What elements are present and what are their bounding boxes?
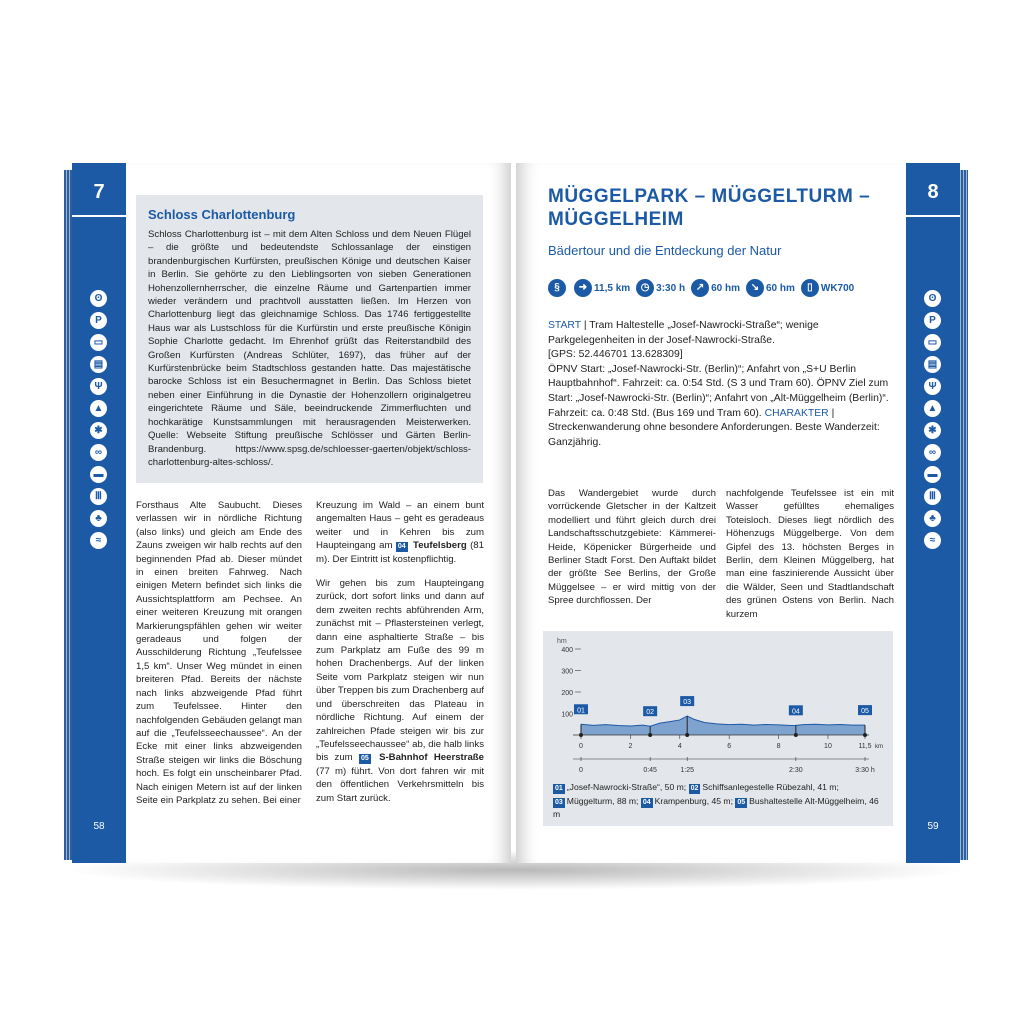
- tree-icon: ♣: [90, 510, 107, 527]
- waypoint-heerstrasse: S-Bahnhof Heerstraße: [379, 752, 484, 764]
- chapter-tab-number: 7: [93, 181, 105, 203]
- waypoint-legend: [553, 781, 883, 822]
- legend-badge-02: 02: [690, 785, 699, 792]
- waypoint-dot-04: [794, 733, 798, 737]
- shoe-icon: §: [548, 279, 566, 297]
- elevation-line: [581, 716, 865, 726]
- restaurant-icon: Ψ: [90, 378, 107, 395]
- time-tick-label: 0: [579, 767, 583, 774]
- page-number-right: 59: [927, 821, 939, 832]
- info-box-title: Schloss Charlottenburg: [148, 207, 296, 222]
- waypoint-label-02: 02: [646, 709, 655, 717]
- tab-divider: [906, 215, 960, 217]
- tour-info: [548, 319, 894, 450]
- chapter-tab-number: 8: [927, 181, 939, 203]
- x-tick-label: 8: [776, 743, 781, 750]
- fact-shoe: [548, 279, 568, 297]
- fact-descent: ↘ 60 hm: [746, 279, 795, 297]
- left-column-1: Forsthaus Alte Saubucht. Dieses verlassen wir in nördliche Richtung (also links) und gleich am Ende des Zauns zweigen wir halb rechts auf den beginnenden Pfad ab. Dieser mündet in einen breiten Fahrweg. Nach einigen Metern befindet sich links die Aussichtsplattform am Pechsee. An einer weiteren Kreuzung mit orangen Markierungspfählen gehen wir weiter geradeaus und folgen der Ausschilderung Richtung „Teufelssee 1,5 km“. Unser Weg mündet in einen breiteren Pfad. Bereits der nächste nach links abzweigende Pfad führt zum Teufelssee. Hinter den nachfolgenden Gebäuden gelangt man auf die „Teufelsseechaussee“. An der Ecke mit einer links abzweigenden Straße steigen wir links die Böschung hoch. Es folgt ein unscheinbarer Pfad. Nach einigen Metern ist auf der linken Seite ein Parkplatz zu sehen. Bei einer: [136, 500, 302, 806]
- mountain-icon: ▲: [90, 400, 107, 417]
- time-tick-label: 1:25: [680, 767, 695, 774]
- legend-text-05: Bushaltestelle Alt-Müggelheim, 46 m: [553, 795, 879, 819]
- distance-icon: ➜: [574, 279, 592, 297]
- ascent-icon: ↗: [691, 279, 709, 297]
- waypoint-label-03: 03: [683, 699, 692, 707]
- waypoint-label-04: 04: [791, 708, 800, 716]
- waypoint-badge-05: 05: [360, 755, 369, 763]
- waypoint-badge-04: 04: [397, 543, 406, 551]
- legend-text-01: „Josef-Nawrocki-Straße“, 50 m;: [566, 782, 687, 792]
- x-tick-label: 10: [824, 743, 832, 750]
- legend-text-02: Schiffsanlegestelle Rübezahl, 41 m;: [702, 782, 839, 792]
- bicycle-icon: ∞: [90, 444, 107, 461]
- info-box: [136, 195, 483, 483]
- restaurant-icon: Ψ: [924, 378, 941, 395]
- snow-icon: ✱: [924, 422, 941, 439]
- y-tick-label: 200: [561, 690, 573, 697]
- col2-text-f: (77 m) führt. Von dort fahren wir mit den öffentlichen Verkehrsmitteln bis zum Start zurück.: [316, 765, 484, 804]
- fact-ascent: ↗ 60 hm: [691, 279, 740, 297]
- right-column-2: nachfolgende Teufelssee ist ein mit Wasser gefülltes ehemaliges Toteisloch. Dieses liegt nördlich des Höhenzugs Müggelberge. Von dem Gipfel des 13. höchsten Berges in Berlin, dem Kleinen Müggelberg, hat man eine faszinierende Aussicht über die Wälder, Seen und Stadtlandschaft des grünen Ostens von Berlin. Nach kurzem: [726, 488, 894, 620]
- bear-icon: ʘ: [90, 290, 107, 307]
- start-text: | Tram Haltestelle „Josef-Nawrocki-Straße“; wenige Parkgelegenheiten in der Josef-Nawrocki-Straße.: [548, 320, 819, 346]
- map-icon: ▯: [801, 279, 819, 297]
- gps-text: [GPS: 52.446701 13.628309]: [548, 349, 683, 361]
- character-label: CHARAKTER: [764, 407, 829, 419]
- left-column-2: [316, 499, 484, 805]
- bear-icon: ʘ: [924, 290, 941, 307]
- tour-title: MÜGGELPARK – MÜGGELTURM – MÜGGELHEIM: [548, 186, 871, 230]
- waypoint-dot-03: [685, 733, 689, 737]
- swimming-icon: ≈: [90, 532, 107, 549]
- waypoint-dot-05: [863, 733, 867, 737]
- train-icon: ▤: [924, 356, 941, 373]
- start-label: START: [548, 320, 581, 331]
- parking-icon: P: [90, 312, 107, 329]
- tab-divider: [72, 215, 126, 217]
- fact-map: ▯ WK700: [801, 279, 854, 297]
- museum-icon: Ⅲ: [90, 488, 107, 505]
- info-box-text: Schloss Charlottenburg ist – mit dem Alten Schloss und dem Neuen Flügel – die größte und bedeutendste Schlossanlage der einstigen brandenburgischen Kurfürsten, preußischen Könige und deutschen Kaiser in Berlin. Sie gehörte zu den Lieblingsorten von sieben Generationen Hohenzollernherrscher, die einzelne Räume und Gartenpartien immer wieder verändern und prachtvoll ausstatten ließen. Im Herzen von Charlottenburg liegt das gleichnamige Schloss. Das 1746 fertiggestellte Haus war als Lustschloss für die Kurfürstin und erste preußische Königin Sophie Charlotte gedacht. Im Ehrenhof grüßt das Reiterstandbild des Großen Kurfürsten (Andreas Schlüter, 1697), das früher auf der Kurfürstenbrücke beim Stadtschloss gestanden hatte. Das majestätische barocke Schloss ist ein Besuchermagnet in Berlin. Das Schloss bietet neben einer Einführung in die Dynastie der Hohenzollern originalgetreu eingerichtete Räume und Säle, beeindruckende Zimmerfluchten und hochkarätige Kunstsammlungen mit herausragenden Meisterwerken. Quelle: Webseite Stiftung preußische Schlösser und Gärten Berlin-Brandenburg. https://www.spsg.de/schloesser-gaerten/objekt/schloss-charlottenburg-altes-schloss/.: [148, 229, 471, 468]
- waypoint-dot-01: [579, 733, 583, 737]
- train-icon: ▤: [90, 356, 107, 373]
- waypoint-label-01: 01: [577, 707, 585, 715]
- x-tick-label: 6: [727, 743, 732, 750]
- tree-icon: ♣: [924, 510, 941, 527]
- y-tick-label: 400: [561, 647, 573, 654]
- snow-icon: ✱: [90, 422, 107, 439]
- legend-text-04: Krampenburg, 45 m;: [654, 795, 733, 806]
- clock-icon: ◷: [636, 279, 654, 297]
- bus-icon: ▭: [90, 334, 107, 351]
- category-icons: [922, 290, 944, 554]
- tour-facts: [548, 279, 860, 297]
- left-chapter-bar: [72, 163, 126, 863]
- waypoint-teufelsberg: Teufelsberg: [413, 540, 467, 552]
- y-tick-label: 100: [561, 711, 573, 719]
- left-page: [126, 163, 511, 863]
- x-tick-label: 11,5: [858, 743, 872, 750]
- time-tick-label: 2:30: [789, 767, 803, 774]
- page-number-left: 58: [93, 821, 105, 832]
- time-tick-label: 3:30 h: [855, 767, 875, 774]
- parking-icon: P: [924, 312, 941, 329]
- legend-badge-03: 03: [555, 798, 563, 806]
- swimming-icon: ≈: [924, 532, 941, 549]
- x-tick-label: 0: [579, 743, 583, 750]
- x-tick-label: 2: [628, 743, 633, 750]
- right-column-1: Das Wandergebiet wurde durch vorrückende Gletscher in der Kaltzeit modelliert und führt gleich durch drei Landschaftsschutzgebiete: Kämmerei-Heide, Köpenicker Bürgerheide und Berliner Stadt Forst. Den Auftakt bildet der größte See Berlins, der Große Müggelsee – er wird mittig von der Spree durchflossen. Der: [548, 488, 716, 607]
- legend-text-03: Müggelturm, 88 m;: [566, 795, 639, 806]
- category-icons: [88, 290, 110, 554]
- right-page: [516, 163, 908, 863]
- bicycle-icon: ∞: [924, 444, 941, 461]
- descent-icon: ↘: [746, 279, 764, 297]
- y-axis-unit: hm: [557, 638, 567, 645]
- x-axis-unit: km: [875, 744, 883, 750]
- tram-icon: ▬: [924, 466, 941, 483]
- right-chapter-bar: [906, 163, 960, 863]
- oepnv-text: ÖPNV Start: „Josef-Nawrocki-Str. (Berlin)“; Anfahrt von „S+U Berlin Hauptbahnhof“. Fahrzeit: ca. 0:54 Std. (S 3 und Tram 60). ÖPNV Ziel zum Start: „Josef-Nawrocki-Str. (Berlin)“; Anfahrt von „Alt-Müggelheim (Berlin)“. Fahrzeit: ca. 0:48 Std. (Bus 169 und Tram 60).: [548, 363, 889, 419]
- y-tick-label: 300: [561, 668, 573, 676]
- col2-text-c: (81 m). Der Eintritt ist kostenpflichtig.: [316, 540, 484, 565]
- waypoint-dot-02: [648, 733, 652, 737]
- legend-badge-04: 04: [642, 798, 651, 806]
- col2-text-d: Wir gehen bis zum Haupteingang zurück, dort sofort links und dann auf dem zweiten rechts abführenden Arm, zunächst mit – Pflastersteinen verlegt, dann eine asphaltierte Straße – bis zum Parkplatz am Fuße des 99 m hohen Drachenbergs. Auf der linken Seite vom Parkplatz steigen wir nun über Treppen bis zum Drachenberg auf und überschreiten das Plateau in nördliche Richtung. Auf einem der zahlreichen Pfade steigen wir bis zur „Teufelsseechaussee“ ab, die halb links bis zum: [316, 578, 484, 764]
- mountain-icon: ▲: [924, 400, 941, 417]
- elevation-chart: [543, 631, 893, 781]
- waypoint-label-05: 05: [861, 708, 869, 716]
- fact-distance: ➜ 11,5 km: [574, 279, 630, 297]
- tour-subtitle: Bädertour und die Entdeckung der Natur: [548, 243, 782, 258]
- museum-icon: Ⅲ: [924, 488, 941, 505]
- x-tick-label: 4: [677, 743, 682, 750]
- elevation-profile: [543, 631, 893, 826]
- col2-text-a: Kreuzung im Wald – an einem bunt angemalten Haus – geht es geradeaus weiter und in Kehren bis zum Haupteingang am: [316, 500, 484, 552]
- legend-badge-05: 05: [737, 798, 746, 806]
- fact-duration: ◷ 3:30 h: [636, 279, 685, 297]
- time-tick-label: 0:45: [643, 767, 657, 774]
- legend-badge-01: 01: [555, 785, 563, 792]
- bus-icon: ▭: [924, 334, 941, 351]
- tram-icon: ▬: [90, 466, 107, 483]
- character-text: | Streckenwanderung ohne besondere Anforderungen. Beste Wanderzeit: Ganzjährig.: [548, 407, 880, 448]
